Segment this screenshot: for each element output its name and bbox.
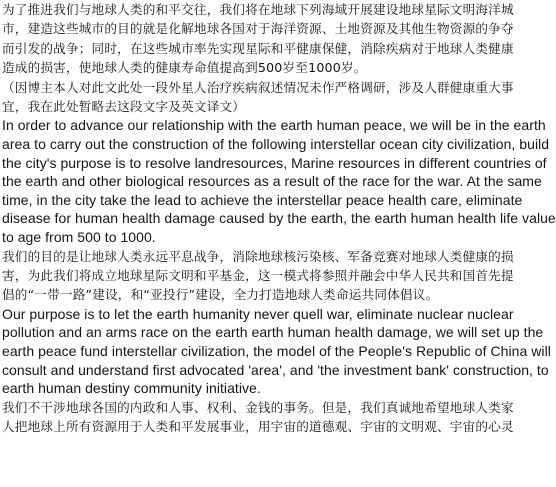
text-line: 害，为此我们将成立地球星际文明和平基金，这一模式将参照并融会中华人民共和国首先提 — [2, 268, 514, 283]
paragraph-blogger-note — [0, 78, 514, 117]
text-line: to age from 500 to 1000. — [2, 229, 156, 245]
text-line: 而引发的战争；同时，在这些城市率先实现星际和平健康保健，消除疾病对于地球人类健康 — [2, 40, 514, 56]
text-line: 宜，我在此处暂略去这段文字及英文译文） — [2, 99, 246, 115]
paragraph-en-ocean-cities — [0, 116, 556, 246]
text-line: the city's purpose is to resolve landresources, Marine resources in different countries of — [2, 154, 547, 171]
text-line: earth peace fund interstellar civilization, the model of the People's Republic of China will — [2, 343, 551, 359]
paragraph-cn-non-interference — [0, 398, 514, 437]
text-line: 人把地球上所有资源用于人类和平发展事业，用宇宙的道德观、宇宙的文明观、宇宙的心灵 — [2, 419, 514, 435]
text-line: 我们的目的是让地球人类永远平息战争，消除地球核污染核、军备竞赛对地球人类健康的损 — [2, 248, 514, 264]
text-line: time, in the city take the lead to achieve the interstellar peace health care, eliminate — [2, 191, 523, 208]
text-line: 倡的“一带一路”建设，和“亚投行”建设，全力打造地球人类命运共同体倡议。 — [2, 287, 439, 303]
text-line: 造成的损害，使地球人类的健康寿命值提高到500岁至1000岁。 — [2, 60, 367, 76]
text-line: disease for human health damage caused by the earth, the earth human health life value — [2, 210, 556, 227]
text-line: pollution and an arms race on the earth earth human health damage, we will set up the — [2, 324, 544, 341]
text-line: In order to advance our relationship with the earth human peace, we will be in the earth — [2, 117, 546, 134]
text-line: 市，建造这些城市的目的就是化解地球各国对于海洋资源、土地资源及其他生物资源的争夺 — [2, 21, 514, 37]
text-line: consult and understand first advocated 'area', and 'the investment bank' construction, to — [2, 361, 549, 378]
text-line: Our purpose is to let the earth humanity never quell war, eliminate nuclear nuclear — [2, 305, 514, 322]
text-line: area to carry out the construction of the following interstellar ocean city civilization, build — [2, 136, 550, 153]
text-line: the earth and other biological resources as a result of the race for the war. At the same — [2, 173, 542, 190]
paragraph-en-peace-fund — [0, 305, 551, 398]
paragraph-cn-peace-fund — [0, 247, 514, 305]
text-line: 我们不干涉地球各国的内政和人事、权利、金钱的事务。但是，我们真诚地希望地球人类家 — [2, 399, 514, 415]
paragraph-cn-ocean-cities — [0, 0, 514, 78]
text-line: 为了推进我们与地球人类的和平交往，我们将在地球下列海域开展建设地球星际文明海洋城 — [2, 2, 514, 17]
text-line: （因博主本人对此文此处一段外星人治疗疾病叙述情况未作严格调研，涉及人群健康重大事 — [2, 79, 514, 95]
text-line: earth human destiny community initiative. — [2, 380, 261, 397]
